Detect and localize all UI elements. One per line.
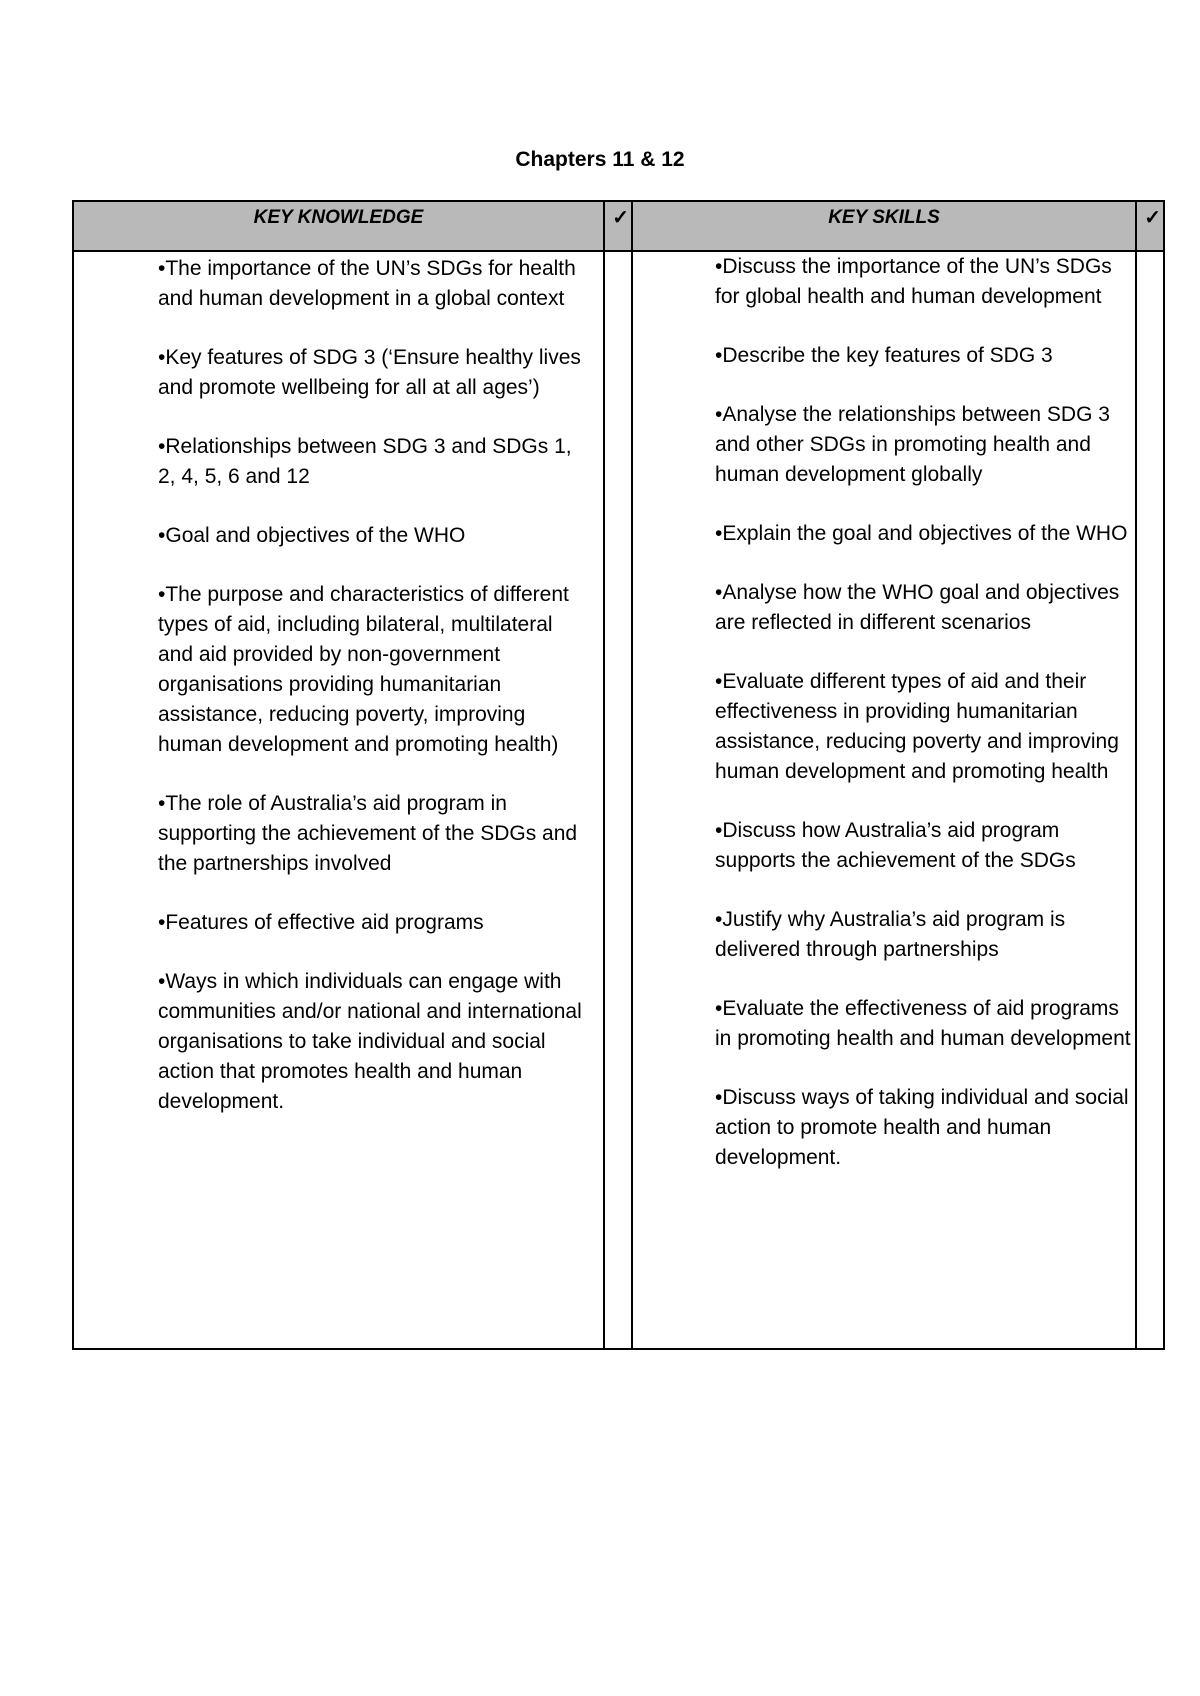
- bullet: •: [715, 908, 723, 931]
- bullet: •: [158, 911, 166, 934]
- skill-item-text: Describe the key features of SDG 3: [722, 344, 1053, 367]
- knowledge-item-text: The importance of the UN’s SDGs for health and human development in a global context: [158, 257, 576, 310]
- key-skills-cell: [632, 251, 1136, 1349]
- knowledge-item-text: The role of Australia’s aid program in supporting the achievement of the SDGs and the partnerships involved: [158, 792, 578, 875]
- bullet: •: [158, 970, 166, 993]
- knowledge-item-text: Ways in which individuals can engage with communities and/or national and international organisations to take individual and social action that promotes health and human development.: [158, 970, 582, 1113]
- skills-checkbox-cell[interactable]: [1136, 251, 1164, 1349]
- knowledge-item-text: The purpose and characteristics of different types of aid, including bilateral, multilateral and aid provided by non-government organisations providing humanitarian assistance, reducing poverty, improving human development and promoting health): [158, 583, 569, 756]
- skill-item: [715, 816, 1131, 876]
- bullet: •: [158, 257, 166, 280]
- knowledge-item: [158, 789, 583, 879]
- table-body-row: [73, 251, 1164, 1349]
- skills-check-header-icon: ✓: [1136, 201, 1164, 251]
- knowledge-item: [158, 521, 583, 551]
- skill-item: [715, 1083, 1131, 1173]
- skill-item: [715, 994, 1131, 1054]
- bullet: •: [158, 346, 166, 369]
- knowledge-checkbox-cell[interactable]: [604, 251, 632, 1349]
- knowledge-item-text: Relationships between SDG 3 and SDGs 1, 2, 4, 5, 6 and 12: [158, 435, 572, 488]
- skill-item-text: Analyse the relationships between SDG 3 and other SDGs in promoting health and human development globally: [715, 403, 1110, 486]
- key-knowledge-header: KEY KNOWLEDGE: [73, 201, 604, 251]
- skill-item-text: Evaluate different types of aid and their effectiveness in providing humanitarian assistance, reducing poverty and improving human development and promoting health: [715, 670, 1119, 783]
- bullet: •: [715, 403, 723, 426]
- knowledge-item-text: Features of effective aid programs: [165, 911, 484, 934]
- skill-item-text: Discuss how Australia’s aid program supports the achievement of the SDGs: [715, 819, 1076, 872]
- key-knowledge-cell: [73, 251, 604, 1349]
- key-skills-list: [715, 252, 1131, 1173]
- skill-item: [715, 252, 1131, 312]
- skill-item: [715, 905, 1131, 965]
- knowledge-item: [158, 432, 583, 492]
- key-knowledge-skills-table: [72, 200, 1165, 1350]
- skill-item-text: Explain the goal and objectives of the WHO: [722, 522, 1128, 545]
- bullet: •: [715, 522, 723, 545]
- key-knowledge-list: [158, 254, 583, 1117]
- knowledge-item: [158, 254, 583, 314]
- skill-item-text: Discuss ways of taking individual and social action to promote health and human development.: [715, 1086, 1129, 1169]
- knowledge-item: [158, 967, 583, 1117]
- skill-item-text: Evaluate the effectiveness of aid programs in promoting health and human development: [715, 997, 1131, 1050]
- bullet: •: [715, 1086, 723, 1109]
- skill-item-text: Analyse how the WHO goal and objectives are reflected in different scenarios: [715, 581, 1120, 634]
- bullet: •: [715, 670, 723, 693]
- knowledge-item: [158, 343, 583, 403]
- knowledge-check-header-icon: ✓: [604, 201, 632, 251]
- bullet: •: [715, 255, 723, 278]
- bullet: •: [158, 792, 166, 815]
- bullet: •: [715, 819, 723, 842]
- key-skills-header: KEY SKILLS: [632, 201, 1136, 251]
- bullet: •: [158, 524, 166, 547]
- page-title: Chapters 11 & 12: [515, 148, 685, 171]
- skill-item: [715, 667, 1131, 787]
- table-header-row: [73, 201, 1164, 251]
- bullet: •: [715, 581, 723, 604]
- skill-item: [715, 519, 1131, 549]
- bullet: •: [715, 997, 723, 1020]
- skill-item: [715, 341, 1131, 371]
- skill-item: [715, 578, 1131, 638]
- bullet: •: [158, 583, 166, 606]
- knowledge-item: [158, 908, 583, 938]
- skill-item-text: Justify why Australia’s aid program is delivered through partnerships: [715, 908, 1066, 961]
- knowledge-item-text: Key features of SDG 3 (‘Ensure healthy lives and promote wellbeing for all at all ages’): [158, 346, 581, 399]
- skill-item-text: Discuss the importance of the UN’s SDGs for global health and human development: [715, 255, 1112, 308]
- knowledge-item-text: Goal and objectives of the WHO: [165, 524, 466, 547]
- bullet: •: [158, 435, 166, 458]
- knowledge-item: [158, 580, 583, 760]
- bullet: •: [715, 344, 723, 367]
- skill-item: [715, 400, 1131, 490]
